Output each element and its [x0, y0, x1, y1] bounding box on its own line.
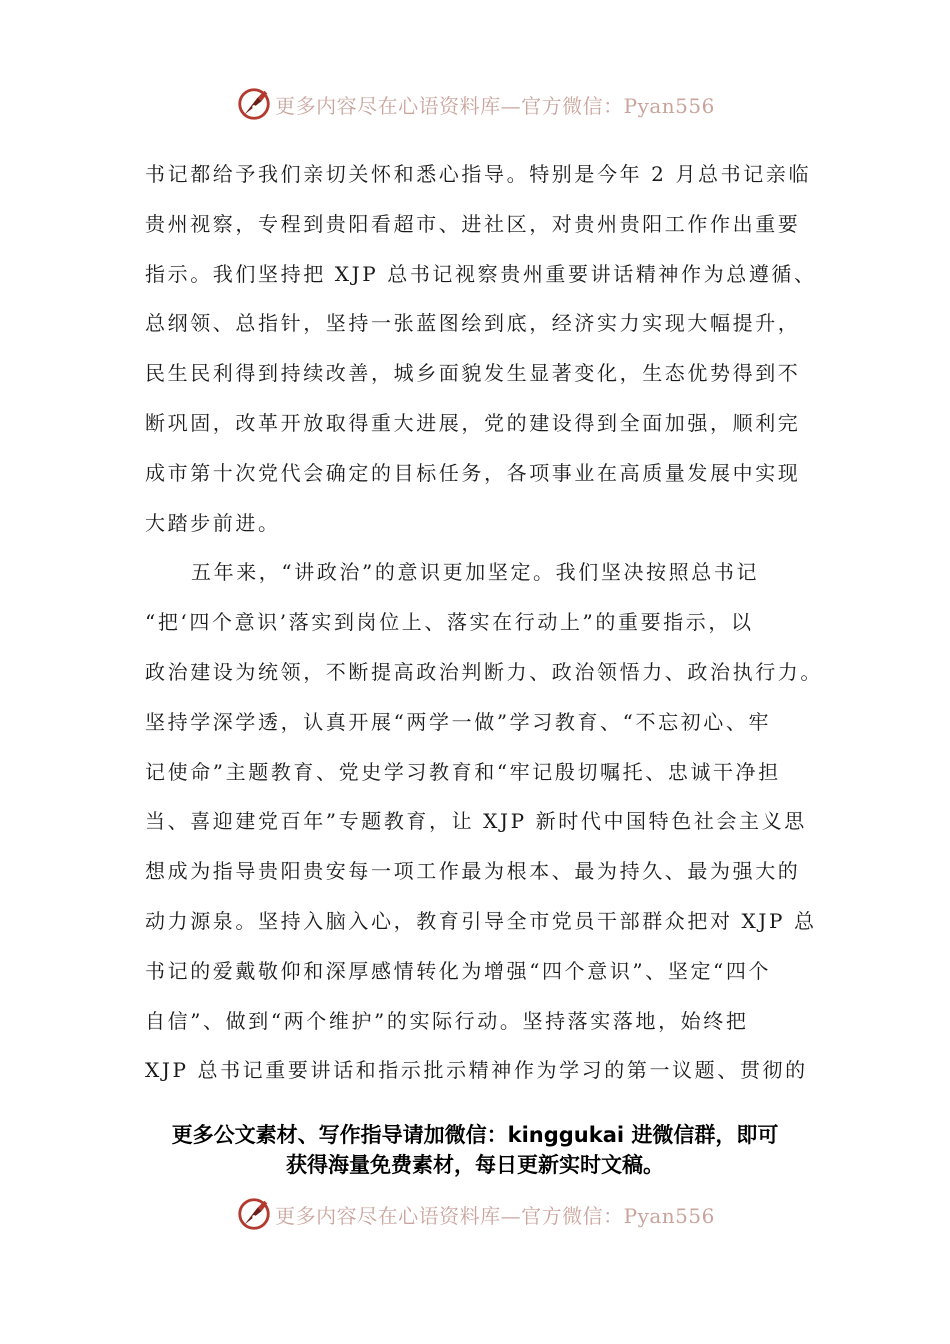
paragraph-first-line: 五年来，“讲政治”的意识更加坚定。我们坚决按照总书记	[191, 560, 760, 585]
watermark-header-text: 更多内容尽在心语资料库—官方微信：Pyan556	[275, 93, 715, 118]
body-line: 想成为指导贵阳贵安每一项工作最为根本、最为持久、最为强大的	[145, 859, 801, 884]
body-line: 动力源泉。坚持入脑入心，教育引导全市党员干部群众把对 XJP 总	[145, 908, 817, 933]
promo-line-1: 更多公文素材、写作指导请加微信：kinggukai 进微信群，即可	[171, 1123, 779, 1147]
body-line: 断巩固，改革开放取得重大进展，党的建设得到全面加强，顺利完	[145, 410, 801, 435]
body-line: 指示。我们坚持把 XJP 总书记视察贵州重要讲话精神作为总遵循、	[145, 261, 817, 286]
promo-notice	[0, 1120, 950, 1180]
watermark-header	[0, 82, 950, 126]
body-line: 书记都给予我们亲切关怀和悉心指导。特别是今年 2 月总书记亲临	[145, 162, 812, 186]
body-line: 政治建设为统领，不断提高政治判断力、政治领悟力、政治执行力。	[145, 659, 823, 684]
body-line: 贵州视察，专程到贵阳看超市、进社区，对贵州贵阳工作作出重要	[145, 211, 801, 236]
body-line: 成市第十次党代会确定的目标任务，各项事业在高质量发展中实现	[145, 460, 801, 485]
body-line: 坚持学深学透，认真开展“两学一做”学习教育、“不忘初心、牢	[145, 709, 772, 734]
promo-line-2: 获得海量免费素材，每日更新实时文稿。	[286, 1153, 664, 1177]
pen-nib-circle-icon	[235, 85, 273, 123]
body-text	[145, 150, 825, 1096]
body-line: 记使命”主题教育、党史学习教育和“牢记殷切嘱托、忠诚干净担	[145, 759, 781, 784]
body-line: 书记的爱戴敬仰和深厚感情转化为增强“四个意识”、坚定“四个	[145, 958, 772, 983]
body-line: 总纲领、总指针，坚持一张蓝图绘到底，经济实力实现大幅提升，	[145, 311, 801, 336]
body-line: 当、喜迎建党百年”专题教育，让 XJP 新时代中国特色社会主义思	[145, 809, 807, 834]
body-line: 民生民利得到持续改善，城乡面貌发生显著变化，生态优势得到不	[145, 361, 801, 386]
pen-nib-circle-icon	[235, 1195, 273, 1233]
body-line: 自信”、做到“两个维护”的实际行动。坚持落实落地，始终把	[145, 1008, 749, 1033]
body-line: XJP 总书记重要讲话和指示批示精神作为学习的第一议题、贯彻的	[145, 1058, 808, 1083]
watermark-footer	[0, 1192, 950, 1236]
body-line: “把‘四个意识’落实到岗位上、落实在行动上”的重要指示，以	[145, 610, 754, 635]
watermark-footer-text: 更多内容尽在心语资料库—官方微信：Pyan556	[275, 1203, 715, 1228]
body-line: 大踏步前进。	[145, 510, 281, 535]
